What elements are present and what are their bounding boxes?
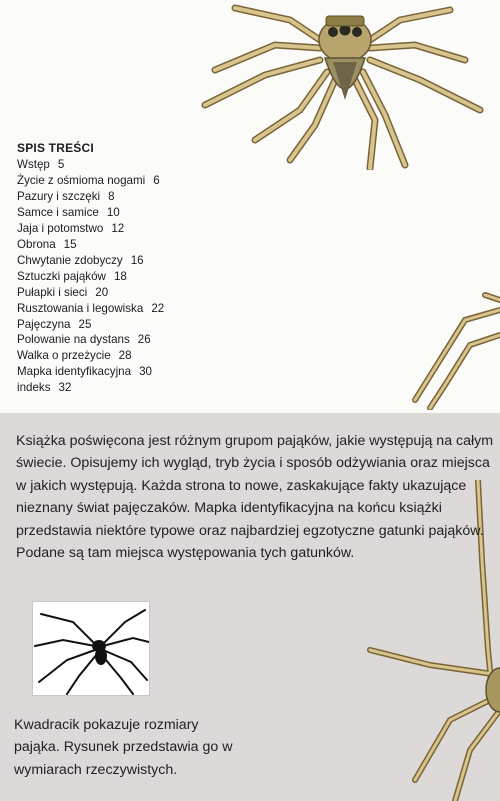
toc-entry[interactable] — [17, 221, 164, 237]
toc-entry-page: 26 — [137, 333, 151, 347]
spider-legs-illustration — [405, 290, 500, 410]
toc-entry[interactable] — [17, 269, 164, 285]
toc-entry-page: 18 — [113, 269, 127, 283]
toc-entry-label: Pułapki i sieci — [17, 285, 88, 299]
toc-entry[interactable] — [17, 253, 164, 269]
toc-entry[interactable] — [17, 237, 164, 253]
toc-entry-label: Samce i samice — [17, 205, 99, 219]
spider-silhouette-icon — [33, 602, 149, 695]
toc-entry-page: 32 — [58, 381, 72, 395]
toc-entry-label: Życie z ośmioma nogami — [17, 173, 146, 187]
toc-entry-label: Pazury i szczęki — [17, 189, 101, 203]
toc-entry-label: Polowanie na dystans — [17, 333, 130, 347]
toc-entry-page: 12 — [111, 221, 125, 235]
toc-entry[interactable] — [17, 157, 164, 173]
size-scale-box — [32, 601, 150, 696]
table-of-contents — [17, 157, 164, 396]
toc-entry-page: 10 — [106, 205, 120, 219]
toc-entry-label: Mapka identyfikacyjna — [17, 365, 132, 379]
toc-entry-page: 20 — [95, 285, 109, 299]
toc-entry-page: 30 — [139, 365, 152, 379]
toc-entry-label: Rusztowania i legowiska — [17, 301, 144, 315]
toc-entry-label: Walka o przeżycie — [17, 349, 111, 363]
toc-entry-label: Sztuczki pająków — [17, 269, 106, 283]
toc-entry-label: Pajęczyna — [17, 317, 71, 331]
toc-entry-label: Obrona — [17, 237, 56, 251]
scale-caption: Kwadracik pokazuje rozmiary pająka. Rysunek przedstawia go w wymiarach rzeczywistych. — [14, 717, 233, 778]
toc-entry-page: 28 — [118, 349, 132, 363]
toc-entry-page: 22 — [151, 301, 165, 315]
toc-entry[interactable] — [17, 380, 164, 396]
jumping-spider-illustration — [195, 0, 500, 170]
toc-entry-page: 25 — [78, 317, 92, 331]
toc-entry[interactable] — [17, 364, 164, 380]
toc-entry-label: Jaja i potomstwo — [17, 221, 104, 235]
toc-entry-label: indeks — [17, 381, 51, 395]
toc-entry[interactable] — [17, 285, 164, 301]
toc-entry[interactable] — [17, 189, 164, 205]
toc-entry[interactable] — [17, 173, 164, 189]
toc-entry-page: 6 — [153, 173, 160, 187]
toc-entry-label: Wstęp — [17, 158, 50, 171]
toc-entry[interactable] — [17, 348, 164, 364]
toc-entry-label: Chwytanie zdobyczy — [17, 253, 123, 267]
toc-entry-page: 8 — [108, 189, 115, 203]
toc-heading: SPIS TREŚCI — [17, 141, 94, 155]
toc-entry[interactable] — [17, 317, 164, 333]
toc-entry[interactable] — [17, 301, 164, 317]
toc-entry-page: 5 — [57, 158, 65, 171]
toc-entry[interactable] — [17, 205, 164, 221]
toc-entry-page: 15 — [63, 237, 77, 251]
toc-entry[interactable] — [17, 332, 164, 348]
book-description: Książka poświęcona jest różnym grupom pająków, jakie występują na całym świecie. Opisujemy ich wygląd, tryb życia i sposób odżywiania oraz miejsca w jakich występują. Każda strona to nowe, zaskakujące fakty ukazujące nieznany świat pajęczaków. Mapka identyfikacyjna na końcu książki przedstawia niektóre typowe oraz najbardziej egzotyczne gatunki pająków. Podane są tam miejsca występowania tych gatunków. — [16, 433, 494, 562]
toc-entry-page: 16 — [130, 253, 144, 267]
